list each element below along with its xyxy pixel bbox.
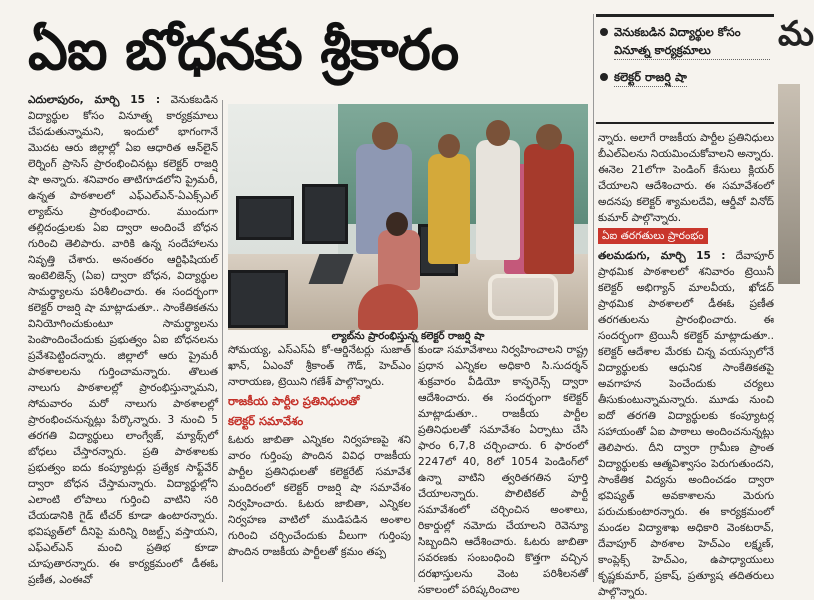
chair xyxy=(488,274,558,320)
adjacent-article-edge xyxy=(778,14,814,585)
subhead-line-2: కలెక్టర్ సమావేశం xyxy=(228,414,304,428)
person-head xyxy=(438,134,460,158)
article-text: కుండా సమావేశాలు నిర్వహించాలని రాష్ట్ర ప్రధాన ఎన్నికల అధికారి సి.సుదర్శన్ శుక్రవారం వీడియో కాన్ఫరెన్స్ ద్వారా ఆదేశించారు. ఈ సందర్భంగా కలెక్టర్ మాట్లాడుతూ.. రాజకీయ పార్టీల ప్రతినిధులతో సమావేశం ఏర్పాటు చేసి ఫారం 6,7,8 చర్చించారు. 6 ఫారంలో 2247లో 40, 8లో 1054 పెండింగ్‌లో ఉన్నా వాటిని త్వరితగతిన పూర్తి చేయాలన్నారు. పొలిటికల్ పార్టీ సమావేశంలో చర్చించిన అంశాలు, రికార్డుల్లో నమోదు చేయాలని రెవెన్యూ సిబ్బందిని ఆదేశించారు. ఓటరు జాబితా సవరణకు సంబంధించి కొత్తగా వచ్చిన దరఖాస్తులను వెంట పరిశీలనతో సకాలంలో పరిష్కరించాల xyxy=(418,344,588,596)
article-paragraph xyxy=(598,248,774,600)
article-text: న్నారు. అలాగే రాజకీయ పార్టీల ప్రతినిధులు బీఎల్‌ఏలను నియమించుకోవాలని అన్నారు. ఈనెల 21లోగా పెండింగ్ కేసులు క్లియర్ చేయాలని ఆదేశించారు. ఈ సమావేశంలో అదనపు కలెక్టర్ శ్యామలదేవి, ఆర్డీవో వినోద్ కుమార్ పాల్గొన్నారు. xyxy=(598,132,774,224)
highlight-text: కలెక్టర్ రాజర్షి షా xyxy=(614,68,687,87)
computer-monitor xyxy=(228,270,288,328)
highlight-item xyxy=(600,23,770,60)
article-text: ఓటరు జాబితా ఎన్నికల నిర్వహణపై శని వారం గుర్తింపు పొందిన వివిధ రాజకీయ పార్టీల ప్రతినిధులతో కలెక్టరేట్ సమావేశ మందిరంలో కలెక్టర్ రాజర్షి షా సమావేశం నిర్వహించారు. ఓటరు జాబితా, ఎన్నికల నిర్వహణ వాటిలో ముడిపడిన అంశాల గురించి చర్చించేందుకు వీలుగా గుర్తింపు పొందిన రాజకీయ పార్టీలతో క్రమం తప్ప xyxy=(228,434,411,558)
person-student xyxy=(378,230,420,290)
adjacent-photo-fragment xyxy=(778,84,800,284)
computer-monitor xyxy=(302,184,348,244)
dateline: తలమడుగు, మార్చి 15 : xyxy=(598,250,726,262)
column-divider xyxy=(414,342,415,582)
person-woman xyxy=(428,154,470,264)
article-column-3 xyxy=(418,342,588,596)
person-head xyxy=(372,122,398,150)
article-text: వెనుకబడిన విద్యార్థుల కోసం వినూత్న కార్యక్రమాలు చేపడుతున్నామని, ఇందులో భాగంగానే మొదట ఆరు జిల్లాల్లో ఏఐ ఆధారిత ఆన్‌లైన్ లెర్నింగ్ ప్రాసెస్ ప్రారంభించినట్లు కలెక్టర్ రాజర్షి షా అన్నారు. శనివారం తాటిగూడలోని ప్రైమరీ, ఉన్నత పాఠశాలలో ఎఫ్‌ఎల్‌ఎన్-ఏఎక్స్‌ఎల్ ల్యాబ్‌ను ప్రారంభించారు. ముందుగా తల్లిదండ్రులకు ఏఐ ద్వారా అందించే బోధన గురించి తెలిపారు. వారికి ఉన్న సందేహాలను నివృత్తి చేశారు. అనంతరం ఆర్టిఫిషియల్ ఇంటెలిజెన్స్ (ఏఐ) ద్వారా బోధన, విద్యార్థుల సామర్థ్యాలను పరిశీలించారు. ఈ సందర్భంగా కలెక్టర్ రాజర్షి షా మాట్లాడుతూ.. సాంకేతికతను వినియోగించుకుంటూ సామర్థ్యాలను పెంపొందించేందుకు ప్రభుత్వం ఏఐ బోధనలను ప్రవేశపెట్టిందన్నారు. జిల్లాలో ఆరు ప్రైమరీ పాఠశాలలను గుర్తించామన్నారు. తొలుత నాలుగు పాఠశాలల్లో ప్రారంభిస్తున్నామని, సోమవారం మరో నాలుగు పాఠశాలల్లో ప్రారంభించనున్నట్లు పేర్కొన్నారు. 3 నుంచి 5 తరగతి విద్యార్థులు లాంగ్వేజ్, మ్యాథ్స్‌లో బోధలు చేస్తారన్నారు. ప్రతి పాఠశాలకు ప్రభుత్వం ఐదు కంప్యూటర్లు ప్రత్యేక సాఫ్ట్‌వేర్ ద్వారా బోధన చేస్తామన్నారు. విద్యార్థుల్లోని ఎలాంటి లోపాలు గుర్తించి వాటిని సరి చేయడానికి గైడ్ టీచర్ కూడా ఉంటారన్నారు. భవిష్యత్‌లో దీనిపై మరిన్ని రిజల్ట్స్ వస్తాయని, ఎఫ్‌ఎల్‌ఎన్ మంచి ప్రతిభ కూడా చూపుతారన్నారు. ఈ కార్యక్రమంలో డీఈఓ ప్రణీత, ఎంఈవో xyxy=(28,94,218,586)
column-divider xyxy=(222,100,223,582)
article-column-4 xyxy=(598,130,774,598)
column-divider xyxy=(593,14,594,582)
subhead-line-1: రాజకీయ పార్టీల ప్రతినిధులతో xyxy=(228,394,360,408)
photo-caption: ల్యాబ్‌ను ప్రారంభిస్తున్న కలెక్టర్ రాజర్షి షా xyxy=(331,331,485,342)
highlight-text: వెనుకబడిన విద్యార్థుల కోసం వినూత్న కార్యక్రమాలు xyxy=(614,23,770,60)
person-man xyxy=(476,140,520,260)
news-photo xyxy=(228,104,588,330)
computer-monitor xyxy=(236,196,294,240)
highlights-box xyxy=(596,14,774,124)
person-head xyxy=(486,120,510,146)
article-paragraph xyxy=(28,92,218,588)
bullet-icon xyxy=(600,28,608,36)
article-column-1 xyxy=(28,92,218,586)
article-text: సోమయ్య, ఎస్‌ఎస్‌ఏ కో-ఆర్డినేటర్లు సుజాత్ ఖాన్, ఏఎంవో శ్రీకాంత్ గౌడ్, హెచ్‌ఎం నారాయణ, ట్రెయిని గణేశ్ పాల్గొన్నారు. xyxy=(228,344,411,388)
article-column-2 xyxy=(228,342,411,582)
person-head xyxy=(386,212,408,236)
adjacent-headline-fragment: మ xyxy=(778,14,814,54)
highlight-item xyxy=(600,68,770,87)
article-text: దేవాపూర్ ప్రాథమిక పాఠశాలలో శనివారం ట్రెయినీ కలెక్టర్ అభిగ్యాన్ మాలవీయ, ఖోడద్ ప్రాథమిక పాఠశాలలో డీఈఓ ప్రణీత తరగతులను ప్రారంభించారు. ఈ సందర్భంగా ట్రెయినీ కలెక్టర్ మాట్లాడుతూ.. కలెక్టర్ ఆదేశాల మేరకు చిన్న వయస్సులోనే విద్యార్థులకు ఆధునిక సాంకేతికతపై అవగాహన పెంచేందుకు చర్యలు తీసుకుంటున్నామన్నారు. మూడు నుంచి ఐదో తరగతి విద్యార్థులకు కంప్యూటర్ల సహాయంతో ఏఐ పాఠాలు అందించనున్నట్లు తెలిపారు. దీని ద్వారా గ్రామీణ ప్రాంత విద్యార్థులకు ఆత్మవిశ్వాసం పెరుగుతుందని, సాంకేతిక విద్యను అందించడం ద్వారా భవిష్యత్ అవకాశాలను మెరుగు పరుచుకుంటారన్నారు. ఈ కార్యక్రమంలో మండల విద్యాశాఖ అధికారి వెంకటరావ్, దేవాపూర్ పాఠశాల హెచ్‌ఎం లక్ష్మణ్, కాంప్లెక్స్ హెచ్‌ఎం, ఉపాధ్యాయులు కృష్ణకుమార్, ప్రకాష్, ప్రత్యూష తదితరులు పాల్గొన్నారు. xyxy=(598,250,774,598)
person-head xyxy=(536,124,562,150)
headline: ఏఐ బోధనకు శ్రీకారం xyxy=(28,18,459,83)
bullet-icon xyxy=(600,73,608,81)
person-man xyxy=(524,144,574,274)
section-subhead: ఏఐ తరగతులు ప్రారంభం xyxy=(598,228,708,244)
dateline: ఎదులాపురం, మార్చి 15 : xyxy=(28,94,161,106)
